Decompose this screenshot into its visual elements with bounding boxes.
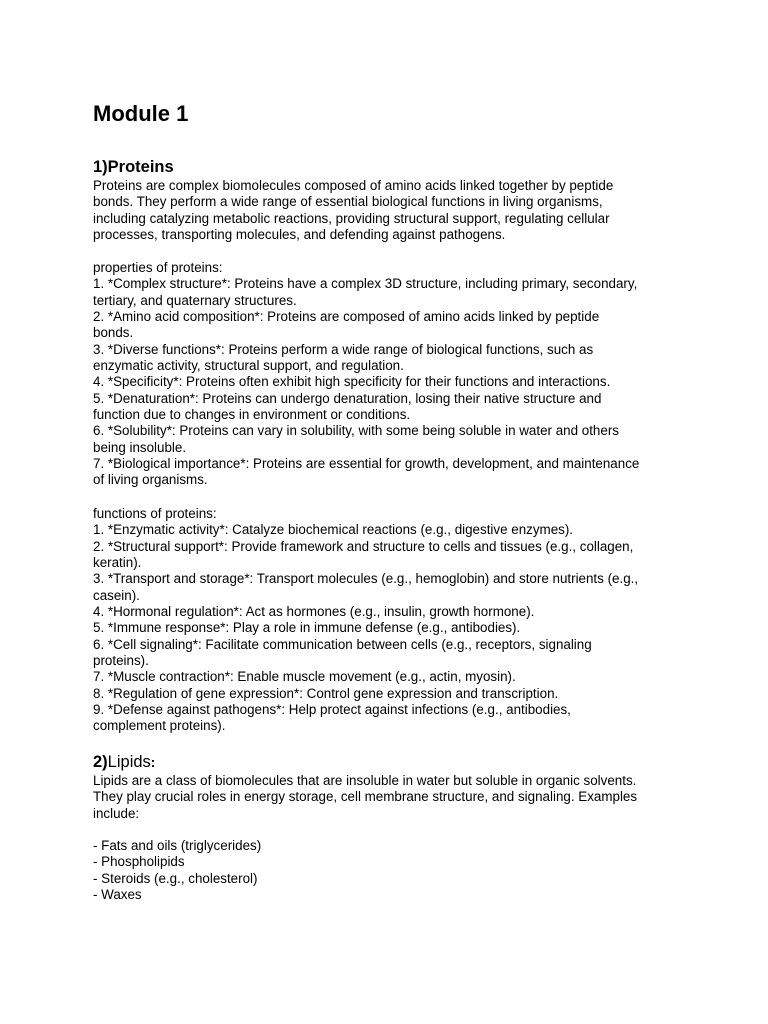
- list-item: complement proteins).: [93, 718, 226, 734]
- list-item: 8. *Regulation of gene expression*: Control gene expression and transcription.: [93, 685, 559, 701]
- list-item: 1. *Enzymatic activity*: Catalyze biochemical reactions (e.g., digestive enzymes).: [93, 522, 574, 538]
- section-name: Lipids: [107, 753, 151, 771]
- text-line: include:: [93, 805, 140, 821]
- lipids-intro-paragraph: [93, 773, 693, 822]
- list-item: casein).: [93, 587, 140, 603]
- text-line: processes, transporting molecules, and defending against pathogens.: [93, 227, 506, 243]
- proteins-intro-paragraph: [93, 178, 693, 243]
- text-line: including catalyzing metabolic reactions, providing structural support, regulating cellular: [93, 210, 610, 226]
- list-item: proteins).: [93, 653, 149, 669]
- list-item: 5. *Denaturation*: Proteins can undergo denaturation, losing their native structure and: [93, 390, 602, 406]
- list-item: - Phospholipids: [93, 854, 185, 870]
- list-item: 1. *Complex structure*: Proteins have a complex 3D structure, including primary, secondary,: [93, 276, 638, 292]
- list-item: bonds.: [93, 325, 134, 341]
- section-number: 2): [93, 753, 108, 771]
- list-item: - Steroids (e.g., cholesterol): [93, 870, 258, 886]
- lipids-examples-list: [93, 838, 693, 903]
- section-number: 1): [93, 158, 108, 176]
- section-name: Proteins: [107, 158, 174, 176]
- text-line: bonds. They perform a wide range of essential biological functions in living organisms,: [93, 194, 603, 210]
- section-heading-lipids: [93, 753, 155, 772]
- text-line: Lipids are a class of biomolecules that are insoluble in water but soluble in organic solvents.: [93, 773, 637, 788]
- list-item: 4. *Specificity*: Proteins often exhibit high specificity for their functions and interactions.: [93, 374, 611, 390]
- proteins-functions-list: [93, 506, 693, 735]
- list-item: tertiary, and quaternary structures.: [93, 292, 297, 308]
- list-heading: functions of proteins:: [93, 506, 217, 521]
- list-item: 4. *Hormonal regulation*: Act as hormones (e.g., insulin, growth hormone).: [93, 604, 535, 620]
- list-item: being insoluble.: [93, 439, 187, 455]
- list-heading: properties of proteins:: [93, 260, 223, 275]
- list-item: 5. *Immune response*: Play a role in immune defense (e.g., antibodies).: [93, 620, 521, 636]
- list-item: 6. *Solubility*: Proteins can vary in solubility, with some being soluble in water and others: [93, 423, 619, 439]
- section-suffix: :: [150, 755, 156, 770]
- section-heading-proteins: [93, 158, 174, 176]
- proteins-properties-list: [93, 260, 693, 489]
- list-item: 7. *Muscle contraction*: Enable muscle movement (e.g., actin, myosin).: [93, 669, 516, 685]
- list-item: 7. *Biological importance*: Proteins are essential for growth, development, and maintenance: [93, 456, 640, 472]
- list-item: of living organisms.: [93, 472, 208, 488]
- list-item: 3. *Transport and storage*: Transport molecules (e.g., hemoglobin) and store nutrients (e.g.,: [93, 571, 639, 587]
- text-line: They play crucial roles in energy storage, cell membrane structure, and signaling. Examples: [93, 789, 638, 805]
- list-item: function due to changes in environment or conditions.: [93, 407, 411, 423]
- list-item: - Fats and oils (triglycerides): [93, 838, 262, 853]
- list-item: keratin).: [93, 555, 142, 571]
- list-item: 2. *Amino acid composition*: Proteins are composed of amino acids linked by peptide: [93, 309, 600, 325]
- text-line: Proteins are complex biomolecules composed of amino acids linked together by peptide: [93, 178, 614, 193]
- list-item: - Waxes: [93, 887, 142, 903]
- module-title: Module 1: [93, 101, 189, 126]
- list-item: 6. *Cell signaling*: Facilitate communication between cells (e.g., receptors, signaling: [93, 636, 592, 652]
- list-item: 3. *Diverse functions*: Proteins perform a wide range of biological functions, such as: [93, 341, 594, 357]
- list-item: enzymatic activity, structural support, and regulation.: [93, 358, 404, 374]
- list-item: 9. *Defense against pathogens*: Help protect against infections (e.g., antibodies,: [93, 702, 571, 718]
- list-item: 2. *Structural support*: Provide framework and structure to cells and tissues (e.g., collagen,: [93, 538, 634, 554]
